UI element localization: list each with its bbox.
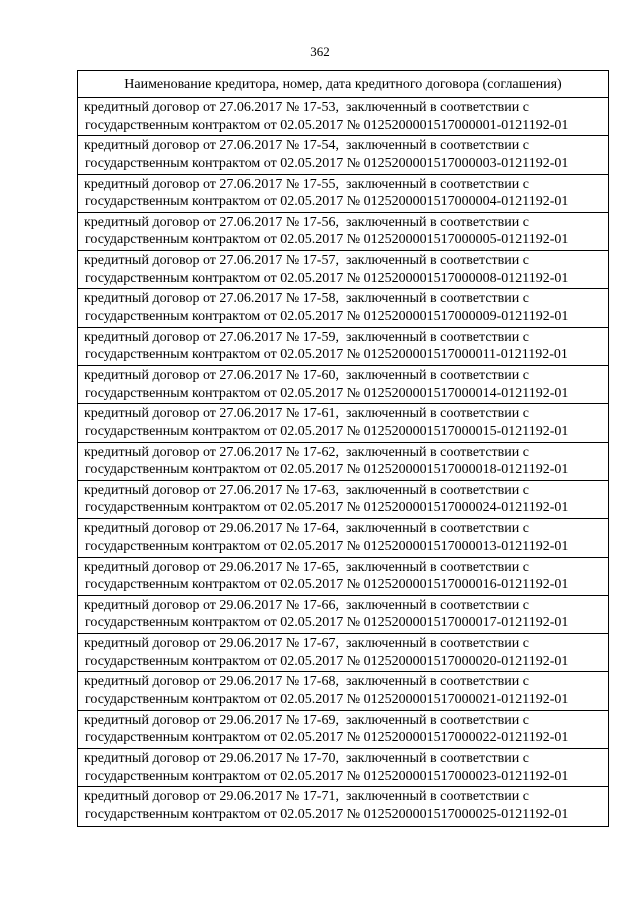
state-contract-line: государственным контрактом от 02.05.2017 № 0125200001517000015-0121192-01: [85, 423, 569, 439]
state-contract-line: государственным контрактом от 02.05.2017 № 0125200001517000003-0121192-01: [85, 155, 569, 171]
table-row: [78, 251, 608, 289]
loan-agreement-line: кредитный договор от 29.06.2017 № 17-64, заключенный в соответствии с: [84, 521, 529, 537]
state-contract-line: государственным контрактом от 02.05.2017 № 0125200001517000020-0121192-01: [85, 653, 569, 669]
table-row: [78, 787, 608, 825]
loan-agreement-line: кредитный договор от 27.06.2017 № 17-53, заключенный в соответствии с: [84, 100, 529, 115]
loan-agreement-line: кредитный договор от 29.06.2017 № 17-69, заключенный в соответствии с: [84, 712, 529, 728]
loan-agreement-line: кредитный договор от 27.06.2017 № 17-62, заключенный в соответствии с: [84, 444, 529, 460]
table-row: [78, 328, 608, 366]
state-contract-line: государственным контрактом от 02.05.2017 № 0125200001517000014-0121192-01: [85, 385, 569, 401]
table-row: [78, 519, 608, 557]
state-contract-line: государственным контрактом от 02.05.2017 № 0125200001517000025-0121192-01: [85, 806, 569, 822]
table-row: [78, 558, 608, 596]
loan-agreement-line: кредитный договор от 29.06.2017 № 17-70, заключенный в соответствии с: [84, 751, 529, 767]
state-contract-line: государственным контрактом от 02.05.2017 № 0125200001517000008-0121192-01: [85, 270, 569, 286]
loan-agreement-line: кредитный договор от 27.06.2017 № 17-56, заключенный в соответствии с: [84, 214, 529, 230]
state-contract-line: государственным контрактом от 02.05.2017 № 0125200001517000023-0121192-01: [85, 768, 569, 784]
loan-agreement-line: кредитный договор от 29.06.2017 № 17-68, заключенный в соответствии с: [84, 674, 529, 690]
table-row: [78, 749, 608, 787]
state-contract-line: государственным контрактом от 02.05.2017 № 0125200001517000017-0121192-01: [85, 615, 569, 631]
table-row: [78, 634, 608, 672]
state-contract-line: государственным контрактом от 02.05.2017 № 0125200001517000001-0121192-01: [85, 117, 569, 133]
table-row: [78, 289, 608, 327]
state-contract-line: государственным контрактом от 02.05.2017 № 0125200001517000018-0121192-01: [85, 462, 569, 478]
loan-agreement-line: кредитный договор от 29.06.2017 № 17-65, заключенный в соответствии с: [84, 559, 529, 575]
state-contract-line: государственным контрактом от 02.05.2017 № 0125200001517000024-0121192-01: [85, 500, 569, 516]
table-body: [78, 98, 608, 826]
state-contract-line: государственным контрактом от 02.05.2017 № 0125200001517000009-0121192-01: [85, 308, 569, 324]
loan-agreement-line: кредитный договор от 29.06.2017 № 17-67, заключенный в соответствии с: [84, 636, 529, 652]
loan-agreement-line: кредитный договор от 27.06.2017 № 17-54, заключенный в соответствии с: [84, 138, 529, 154]
table-row: [78, 711, 608, 749]
table-row: [78, 481, 608, 519]
state-contract-line: государственным контрактом от 02.05.2017 № 0125200001517000013-0121192-01: [85, 538, 569, 554]
state-contract-line: государственным контрактом от 02.05.2017 № 0125200001517000004-0121192-01: [85, 194, 569, 210]
table-row: [78, 98, 608, 136]
loan-agreement-line: кредитный договор от 27.06.2017 № 17-61, заключенный в соответствии с: [84, 406, 529, 422]
state-contract-line: государственным контрактом от 02.05.2017 № 0125200001517000016-0121192-01: [85, 577, 569, 593]
table-row: [78, 596, 608, 634]
table-row: [78, 404, 608, 442]
state-contract-line: государственным контрактом от 02.05.2017 № 0125200001517000011-0121192-01: [85, 347, 568, 363]
loan-agreement-line: кредитный договор от 27.06.2017 № 17-55, заключенный в соответствии с: [84, 176, 529, 192]
loan-agreement-line: кредитный договор от 27.06.2017 № 17-60, заключенный в соответствии с: [84, 368, 529, 384]
loan-agreement-line: кредитный договор от 29.06.2017 № 17-66, заключенный в соответствии с: [84, 597, 529, 613]
loan-agreement-line: кредитный договор от 29.06.2017 № 17-71, заключенный в соответствии с: [84, 789, 529, 805]
state-contract-line: государственным контрактом от 02.05.2017 № 0125200001517000005-0121192-01: [85, 232, 569, 248]
state-contract-line: государственным контрактом от 02.05.2017 № 0125200001517000021-0121192-01: [85, 691, 569, 707]
table-row: [78, 213, 608, 251]
table-row: [78, 443, 608, 481]
loan-agreement-line: кредитный договор от 27.06.2017 № 17-63, заключенный в соответствии с: [84, 482, 529, 498]
loan-agreement-line: кредитный договор от 27.06.2017 № 17-58, заключенный в соответствии с: [84, 291, 529, 307]
table-header: Наименование кредитора, номер, дата кредитного договора (соглашения): [78, 71, 608, 98]
table-row: [78, 175, 608, 213]
page-number: 362: [310, 44, 330, 59]
loan-agreement-line: кредитный договор от 27.06.2017 № 17-57, заключенный в соответствии с: [84, 253, 529, 269]
table-row: [78, 366, 608, 404]
loan-agreement-line: кредитный договор от 27.06.2017 № 17-59, заключенный в соответствии с: [84, 329, 529, 345]
table-row: [78, 136, 608, 174]
table-row: [78, 672, 608, 710]
creditor-table: [77, 70, 609, 827]
state-contract-line: государственным контрактом от 02.05.2017 № 0125200001517000022-0121192-01: [85, 730, 569, 746]
